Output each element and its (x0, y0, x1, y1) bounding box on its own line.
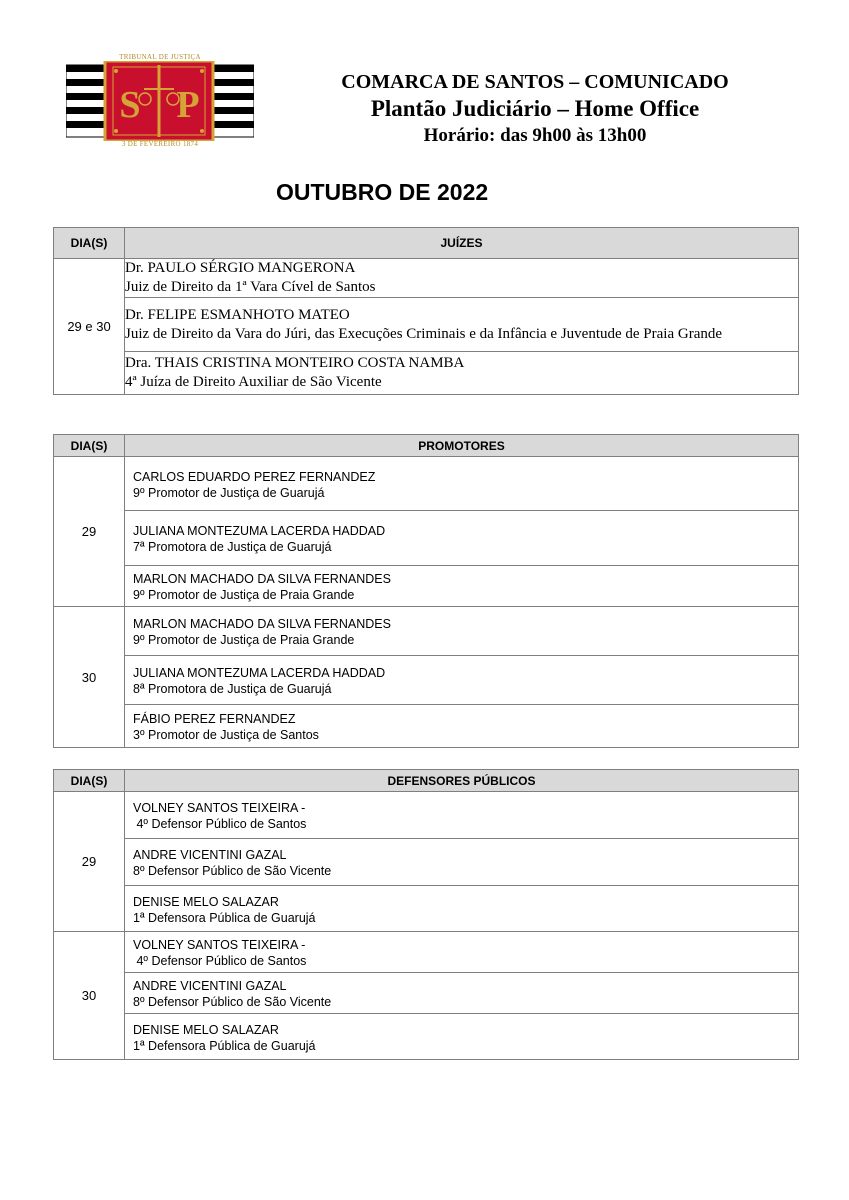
defender-role: 1ª Defensora Pública de Guarujá (133, 1038, 316, 1053)
column-header-days: DIA(S) (54, 770, 125, 792)
table-row (54, 932, 799, 973)
header-plantao: Plantão Judiciário – Home Office (370, 96, 700, 121)
column-header-days: DIA(S) (54, 228, 125, 259)
defender-name: DENISE MELO SALAZAR (133, 1022, 279, 1037)
table-row (54, 886, 799, 932)
prosecutors-table (53, 434, 799, 748)
column-header-judges: JUÍZES (125, 228, 799, 259)
defender-role: 4º Defensor Público de Santos (133, 954, 307, 968)
judge-name: Dr. FELIPE ESMANHOTO MATEO (125, 306, 350, 323)
defender-entry (125, 1014, 799, 1060)
document-header (290, 69, 780, 149)
prosecutor-entry (125, 566, 799, 607)
judge-entry (125, 298, 799, 352)
column-header-days: DIA(S) (54, 435, 125, 457)
prosecutor-name: JULIANA MONTEZUMA LACERDA HADDAD (133, 666, 386, 680)
table-row (54, 259, 799, 298)
defender-entry (125, 973, 799, 1014)
table-row (54, 511, 799, 566)
prosecutor-entry (125, 457, 799, 511)
public-defenders-table (53, 769, 799, 1060)
prosecutor-role: 3º Promotor de Justiça de Santos (133, 728, 319, 742)
defender-entry (125, 792, 799, 839)
defender-name: VOLNEY SANTOS TEIXEIRA - (133, 801, 306, 815)
logo-bottom-text: 3 DE FEVEREIRO 1874 (121, 140, 199, 148)
table-row (54, 839, 799, 886)
defender-entry (125, 932, 799, 973)
prosecutor-role: 8ª Promotora de Justiça de Guarujá (133, 682, 332, 696)
judge-entry (125, 259, 799, 298)
judge-role: Juiz de Direito da Vara do Júri, das Execuções Criminais e da Infância e Juventude de Praia Grande (125, 325, 723, 342)
table-row (54, 298, 799, 352)
table-header-row (54, 770, 799, 792)
table-row (54, 1014, 799, 1060)
column-header-prosecutors: PROMOTORES (125, 435, 799, 457)
defender-name: ANDRE VICENTINI GAZAL (133, 979, 287, 993)
prosecutor-name: CARLOS EDUARDO PEREZ FERNANDEZ (133, 469, 376, 484)
table-row (54, 566, 799, 607)
table-row (54, 705, 799, 748)
judge-name: Dr. PAULO SÉRGIO MANGERONA (125, 260, 356, 276)
tjsp-emblem-icon (66, 61, 254, 141)
prosecutor-role: 7ª Promotora de Justiça de Guarujá (133, 540, 332, 554)
prosecutor-role: 9º Promotor de Justiça de Praia Grande (133, 588, 355, 602)
header-comarca: COMARCA DE SANTOS – COMUNICADO (341, 71, 729, 93)
table-header-row (54, 228, 799, 259)
table-row (54, 656, 799, 705)
table-row (54, 792, 799, 839)
prosecutor-entry (125, 511, 799, 566)
defender-role: 8º Defensor Público de São Vicente (133, 864, 332, 878)
defender-role: 4º Defensor Público de Santos (133, 817, 307, 831)
month-title: OUTUBRO DE 2022 (276, 179, 489, 205)
judge-name: Dra. THAIS CRISTINA MONTEIRO COSTA NAMBA (125, 355, 465, 371)
defender-entry (125, 886, 799, 932)
day-cell: 30 (54, 607, 125, 748)
day-cell: 29 (54, 792, 125, 932)
defender-role: 8º Defensor Público de São Vicente (133, 995, 332, 1009)
prosecutor-role: 9º Promotor de Justiça de Praia Grande (133, 633, 355, 647)
prosecutor-name: MARLON MACHADO DA SILVA FERNANDES (133, 617, 391, 631)
day-cell: 29 (54, 457, 125, 607)
table-row (54, 457, 799, 511)
column-header-defenders: DEFENSORES PÚBLICOS (125, 770, 799, 792)
header-horario: Horário: das 9h00 às 13h00 (423, 125, 647, 146)
table-row (54, 973, 799, 1014)
defender-name: DENISE MELO SALAZAR (133, 894, 279, 909)
table-row (54, 352, 799, 395)
defender-role: 1ª Defensora Pública de Guarujá (133, 910, 316, 925)
logo-letter-p: P (176, 84, 200, 126)
prosecutor-entry (125, 705, 799, 748)
prosecutor-name: JULIANA MONTEZUMA LACERDA HADDAD (133, 524, 386, 538)
prosecutor-name: FÁBIO PEREZ FERNANDEZ (133, 712, 296, 726)
prosecutor-name: MARLON MACHADO DA SILVA FERNANDES (133, 572, 391, 586)
day-cell: 30 (54, 932, 125, 1060)
prosecutor-entry (125, 607, 799, 656)
day-cell: 29 e 30 (54, 259, 125, 395)
judge-role: Juiz de Direito da 1ª Vara Cível de Santos (125, 279, 376, 295)
judges-table (53, 227, 799, 395)
table-row (54, 607, 799, 656)
defender-name: VOLNEY SANTOS TEIXEIRA - (133, 938, 306, 952)
defender-name: ANDRE VICENTINI GAZAL (133, 848, 287, 862)
table-header-row (54, 435, 799, 457)
logo-letter-s: S (119, 84, 141, 126)
judge-role: 4ª Juíza de Direito Auxiliar de São Vicente (125, 374, 382, 390)
defender-entry (125, 839, 799, 886)
prosecutor-role: 9º Promotor de Justiça de Guarujá (133, 485, 325, 500)
logo-top-text: TRIBUNAL DE JUSTIÇA (119, 53, 201, 61)
prosecutor-entry (125, 656, 799, 705)
judge-entry (125, 352, 799, 395)
tjsp-logo (66, 53, 254, 161)
